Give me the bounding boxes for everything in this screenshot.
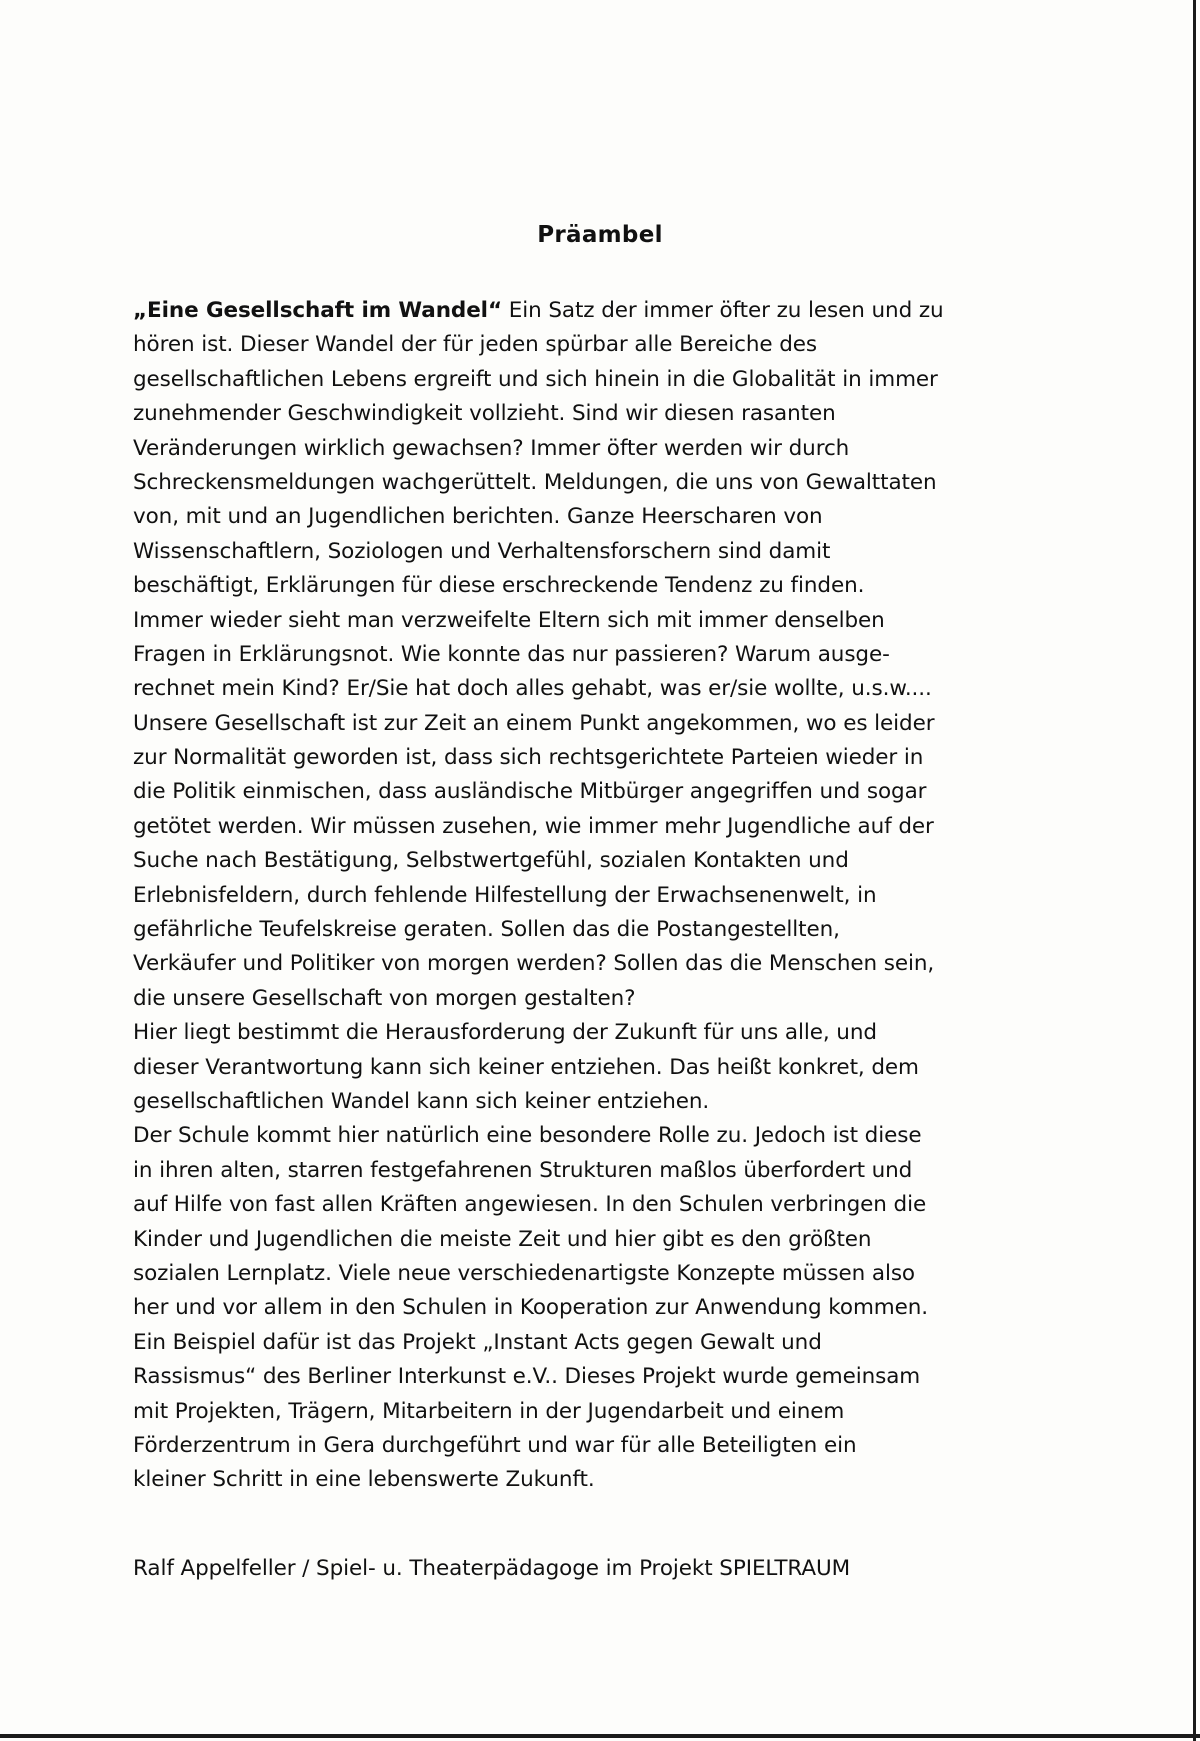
text-line: Wissenschaftlern, Soziologen und Verhaltensforschern sind damit [133,538,831,564]
text-line: Suche nach Bestätigung, Selbstwertgefühl, sozialen Kontakten und [133,848,849,874]
text-line: von, mit und an Jugendlichen berichten. Ganze Heerscharen von [133,504,823,530]
text-line: getötet werden. Wir müssen zusehen, wie immer mehr Jugendliche auf der [133,813,934,839]
text-line: Ein Beispiel dafür ist das Projekt „Instant Acts gegen Gewalt und [133,1329,822,1355]
text-line: Veränderungen wirklich gewachsen? Immer öfter werden wir durch [133,435,850,461]
lead-phrase: „Eine Gesellschaft im Wandel“ [133,298,502,323]
body-paragraph [133,294,1133,1498]
scan-edge-right [1193,0,1196,1741]
text-line: die unsere Gesellschaft von morgen gestalten? [133,985,636,1011]
text-line: Verkäufer und Politiker von morgen werden? Sollen das die Menschen sein, [133,951,935,977]
text-line: gesellschaftlichen Wandel kann sich keiner entziehen. [133,1088,710,1114]
text-line: Hier liegt bestimmt die Herausforderung der Zukunft für uns alle, und [133,1020,877,1046]
text-line [133,294,1133,328]
text-line: gefährliche Teufelskreise geraten. Sollen das die Postangestellten, [133,917,840,943]
text-line: her und vor allem in den Schulen in Kooperation zur Anwendung kommen. [133,1295,929,1321]
text-line: Erlebnisfeldern, durch fehlende Hilfestellung der Erwachsenenwelt, in [133,882,877,908]
text-line: Kinder und Jugendlichen die meiste Zeit und hier gibt es den größten [133,1226,872,1252]
text-line: Fragen in Erklärungsnot. Wie konnte das nur passieren? Warum ausge- [133,641,890,667]
text-line: hören ist. Dieser Wandel der für jeden spürbar alle Bereiche des [133,332,818,358]
text-line: zunehmender Geschwindigkeit vollzieht. Sind wir diesen rasanten [133,401,836,427]
text-line: Schreckensmeldungen wachgerüttelt. Meldungen, die uns von Gewalttaten [133,469,937,495]
text-line: Rassismus“ des Berliner Interkunst e.V.. Dieses Projekt wurde gemeinsam [133,1364,921,1390]
text-line: Der Schule kommt hier natürlich eine besondere Rolle zu. Jedoch ist diese [133,1123,922,1149]
text-line: rechnet mein Kind? Er/Sie hat doch alles gehabt, was er/sie wollte, u.s.w.... [133,676,932,702]
text-line-rest: Ein Satz der immer öfter zu lesen und zu [501,298,944,323]
text-line: kleiner Schritt in eine lebenswerte Zukunft. [133,1467,595,1493]
text-line: auf Hilfe von fast allen Kräften angewiesen. In den Schulen verbringen die [133,1192,927,1218]
text-line: Förderzentrum in Gera durchgeführt und war für alle Beteiligten ein [133,1432,857,1458]
text-line: die Politik einmischen, dass ausländische Mitbürger angegriffen und sogar [133,779,927,805]
text-line: Unsere Gesellschaft ist zur Zeit an einem Punkt angekommen, wo es leider [133,710,935,736]
text-line: Immer wieder sieht man verzweifelte Eltern sich mit immer denselben [133,607,885,633]
text-line: mit Projekten, Trägern, Mitarbeitern in der Jugendarbeit und einem [133,1398,845,1424]
text-line: dieser Verantwortung kann sich keiner entziehen. Das heißt konkret, dem [133,1054,919,1080]
text-line: sozialen Lernplatz. Viele neue verschiedenartigste Konzepte müssen also [133,1260,915,1286]
text-line: in ihren alten, starren festgefahrenen Strukturen maßlos überfordert und [133,1157,913,1183]
text-line: gesellschaftlichen Lebens ergreift und sich hinein in die Globalität in immer [133,366,938,392]
author-signature-line: Ralf Appelfeller / Spiel- u. Theaterpädagoge im Projekt SPIELTRAUM [133,1556,851,1581]
text-line: zur Normalität geworden ist, dass sich rechtsgerichtete Parteien wieder in [133,745,924,771]
scan-edge-bottom [0,1734,1200,1738]
text-line: beschäftigt, Erklärungen für diese erschreckende Tendenz zu finden. [133,573,865,599]
document-title: Präambel [537,222,663,248]
